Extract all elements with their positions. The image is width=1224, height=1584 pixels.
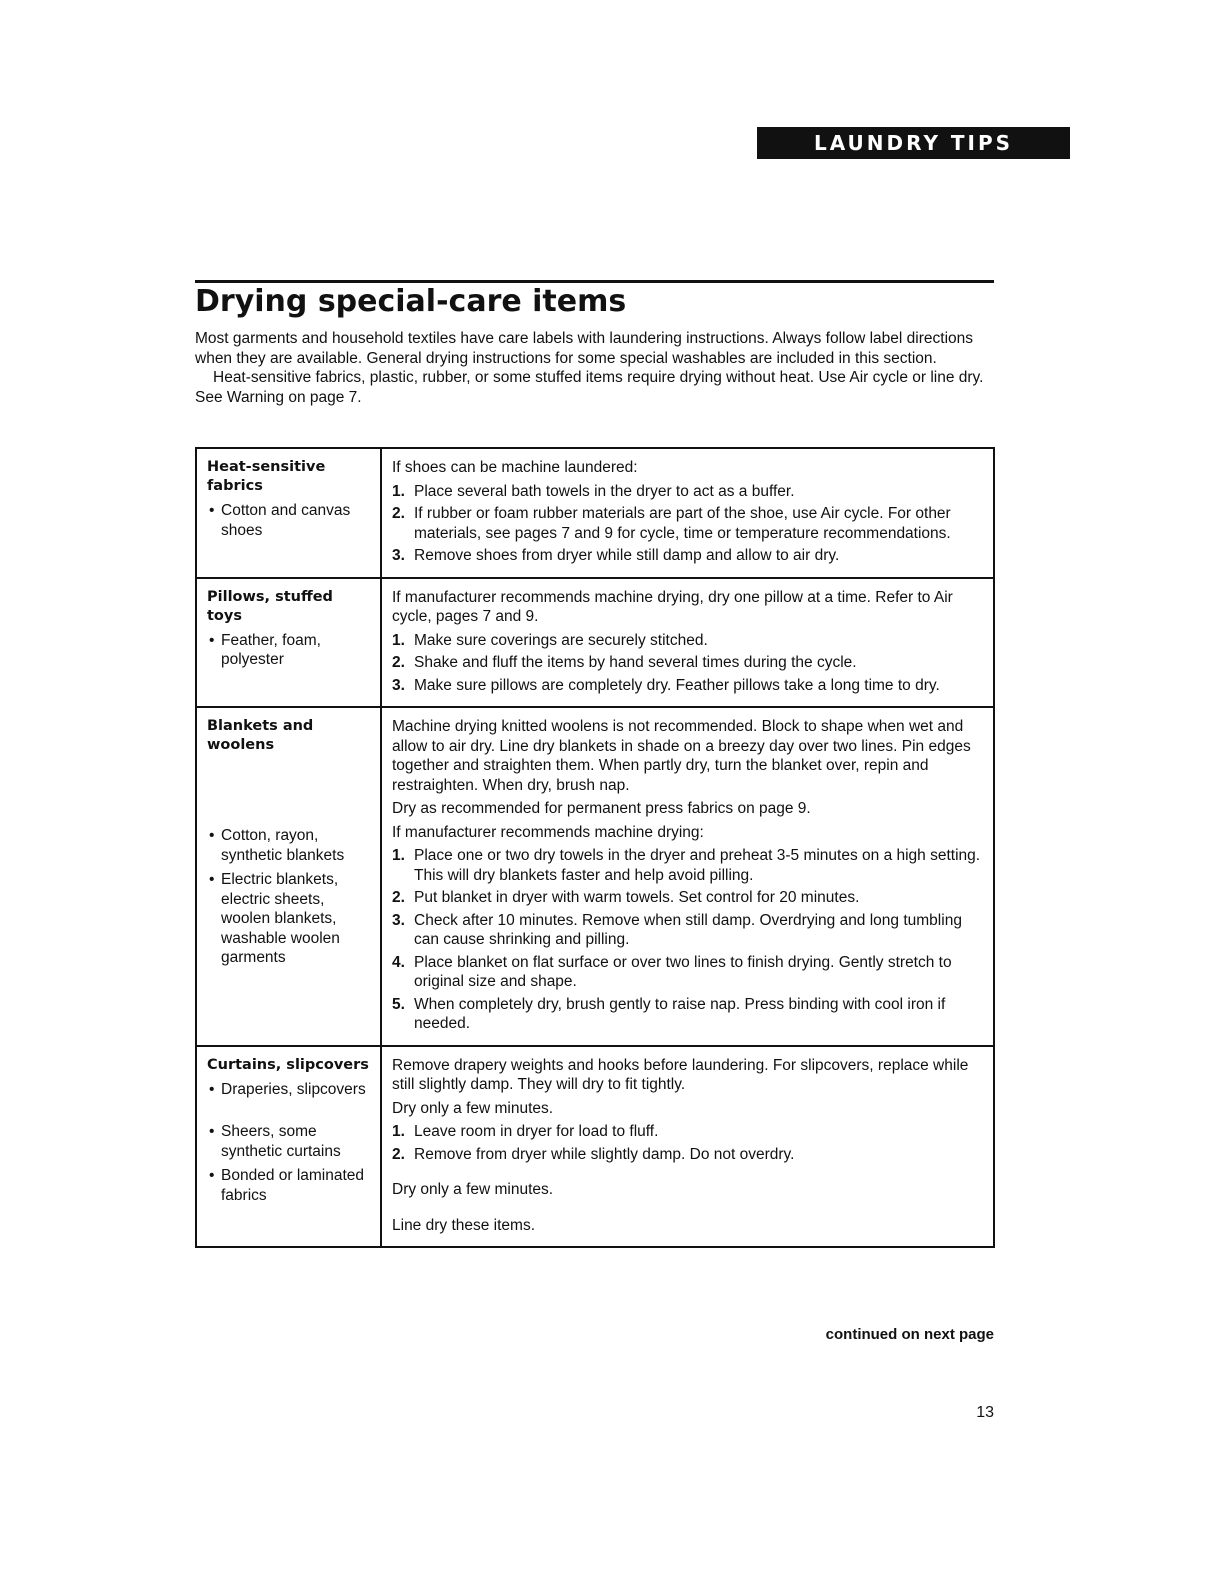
instruction-cell: [381, 707, 994, 1046]
category-bullet: • Electric blankets, electric sheets, woolen blankets, washable woolen garments: [207, 870, 370, 968]
care-table: [195, 447, 995, 1248]
category-bullet: • Feather, foam, polyester: [207, 631, 370, 670]
step-list: [392, 846, 983, 1034]
instruction-cell: [381, 448, 994, 578]
step-item: 1. Make sure coverings are securely stitched.: [392, 631, 708, 649]
category-title: Pillows, stuffed toys: [207, 588, 333, 624]
instruction-intro: If manufacturer recommends machine drying, dry one pillow at a time. Refer to Air cycle, pages 7 and 9.: [392, 588, 953, 625]
intro-paragraph-2: Heat-sensitive fabrics, plastic, rubber, or some stuffed items require drying without heat. Use Air cycle or line dry. See Warning on page 7.: [195, 369, 984, 406]
category-title: Heat-sensitive fabrics: [207, 459, 326, 494]
instruction-intro: Remove drapery weights and hooks before laundering. For slipcovers, replace while still slightly damp. They will dry to fit tightly.: [392, 1056, 969, 1093]
title-rule: [195, 280, 994, 283]
step-item: 1. Place one or two dry towels in the dryer and preheat 3-5 minutes on a high setting. This will dry blankets faster and help avoid pilling.: [392, 847, 981, 884]
step-item: 3. Check after 10 minutes. Remove when still damp. Overdrying and long tumbling can cause shrinking and pilling.: [392, 911, 962, 948]
instruction-note: Dry only a few minutes.: [392, 1099, 554, 1117]
intro-paragraph-1: Most garments and household textiles have care labels with laundering instructions. Always follow label directions when they are available. General drying instructions for some special washables are included in this section.: [195, 330, 973, 367]
step-item: 1. Place several bath towels in the dryer to act as a buffer.: [392, 482, 795, 500]
step-item: 2. If rubber or foam rubber materials are part of the shoe, use Air cycle. For other materials, see pages 7 and 9 for cycle, time or temperature recommendations.: [392, 505, 951, 542]
step-item: 2. Remove from dryer while slightly damp. Do not overdry.: [392, 1145, 795, 1163]
category-title: Blankets and woolens: [207, 718, 314, 753]
category-bullet: • Draperies, slipcovers: [207, 1080, 370, 1100]
category-bullet: • Sheers, some synthetic curtains: [207, 1122, 370, 1161]
instruction-intro: If shoes can be machine laundered:: [392, 459, 638, 476]
step-item: 1. Leave room in dryer for load to fluff.: [392, 1123, 659, 1140]
category-bullet: • Cotton and canvas shoes: [207, 501, 370, 540]
instruction-note: Dry as recommended for permanent press fabrics on page 9.: [392, 800, 811, 817]
category-bullet: • Bonded or laminated fabrics: [207, 1166, 370, 1205]
instruction-cell: [381, 578, 994, 708]
table-row: [196, 707, 994, 1046]
step-item: 2. Shake and fluff the items by hand several times during the cycle.: [392, 654, 857, 671]
page-title: Drying special-care items: [195, 284, 627, 319]
category-cell: [196, 1046, 381, 1248]
category-cell: [196, 448, 381, 578]
table-row: [196, 448, 994, 578]
category-bullet: • Cotton, rayon, synthetic blankets: [207, 826, 370, 865]
table-row: [196, 1046, 994, 1248]
instruction-note: Dry only a few minutes.: [392, 1181, 554, 1198]
step-item: 4. Place blanket on flat surface or over two lines to finish drying. Gently stretch to original size and shape.: [392, 953, 952, 990]
instruction-note: If manufacturer recommends machine drying:: [392, 823, 704, 841]
step-list: [392, 482, 983, 566]
intro-text: [195, 329, 995, 407]
continued-note: continued on next page: [825, 1326, 994, 1343]
section-banner: LAUNDRY TIPS: [757, 127, 1070, 159]
page-number: 13: [976, 1404, 994, 1421]
instruction-note: Line dry these items.: [392, 1216, 536, 1234]
category-title: Curtains, slipcovers: [207, 1056, 369, 1073]
step-item: 3. Make sure pillows are completely dry. Feather pillows take a long time to dry.: [392, 676, 940, 694]
category-cell: [196, 578, 381, 708]
step-item: 2. Put blanket in dryer with warm towels. Set control for 20 minutes.: [392, 889, 860, 906]
step-item: 3. Remove shoes from dryer while still damp and allow to air dry.: [392, 547, 840, 564]
category-cell: [196, 707, 381, 1046]
table-row: [196, 578, 994, 708]
step-list: [392, 1122, 983, 1164]
step-list: [392, 631, 983, 696]
instruction-cell: [381, 1046, 994, 1248]
step-item: 5. When completely dry, brush gently to raise nap. Press binding with cool iron if needed.: [392, 995, 946, 1032]
instruction-intro: Machine drying knitted woolens is not recommended. Block to shape when wet and allow to air dry. Line dry blankets in shade on a breezy day over two lines. Pin edges together and straighten them. When partly dry, turn the blanket over, repin and restraighten. When dry, brush nap.: [392, 718, 971, 794]
